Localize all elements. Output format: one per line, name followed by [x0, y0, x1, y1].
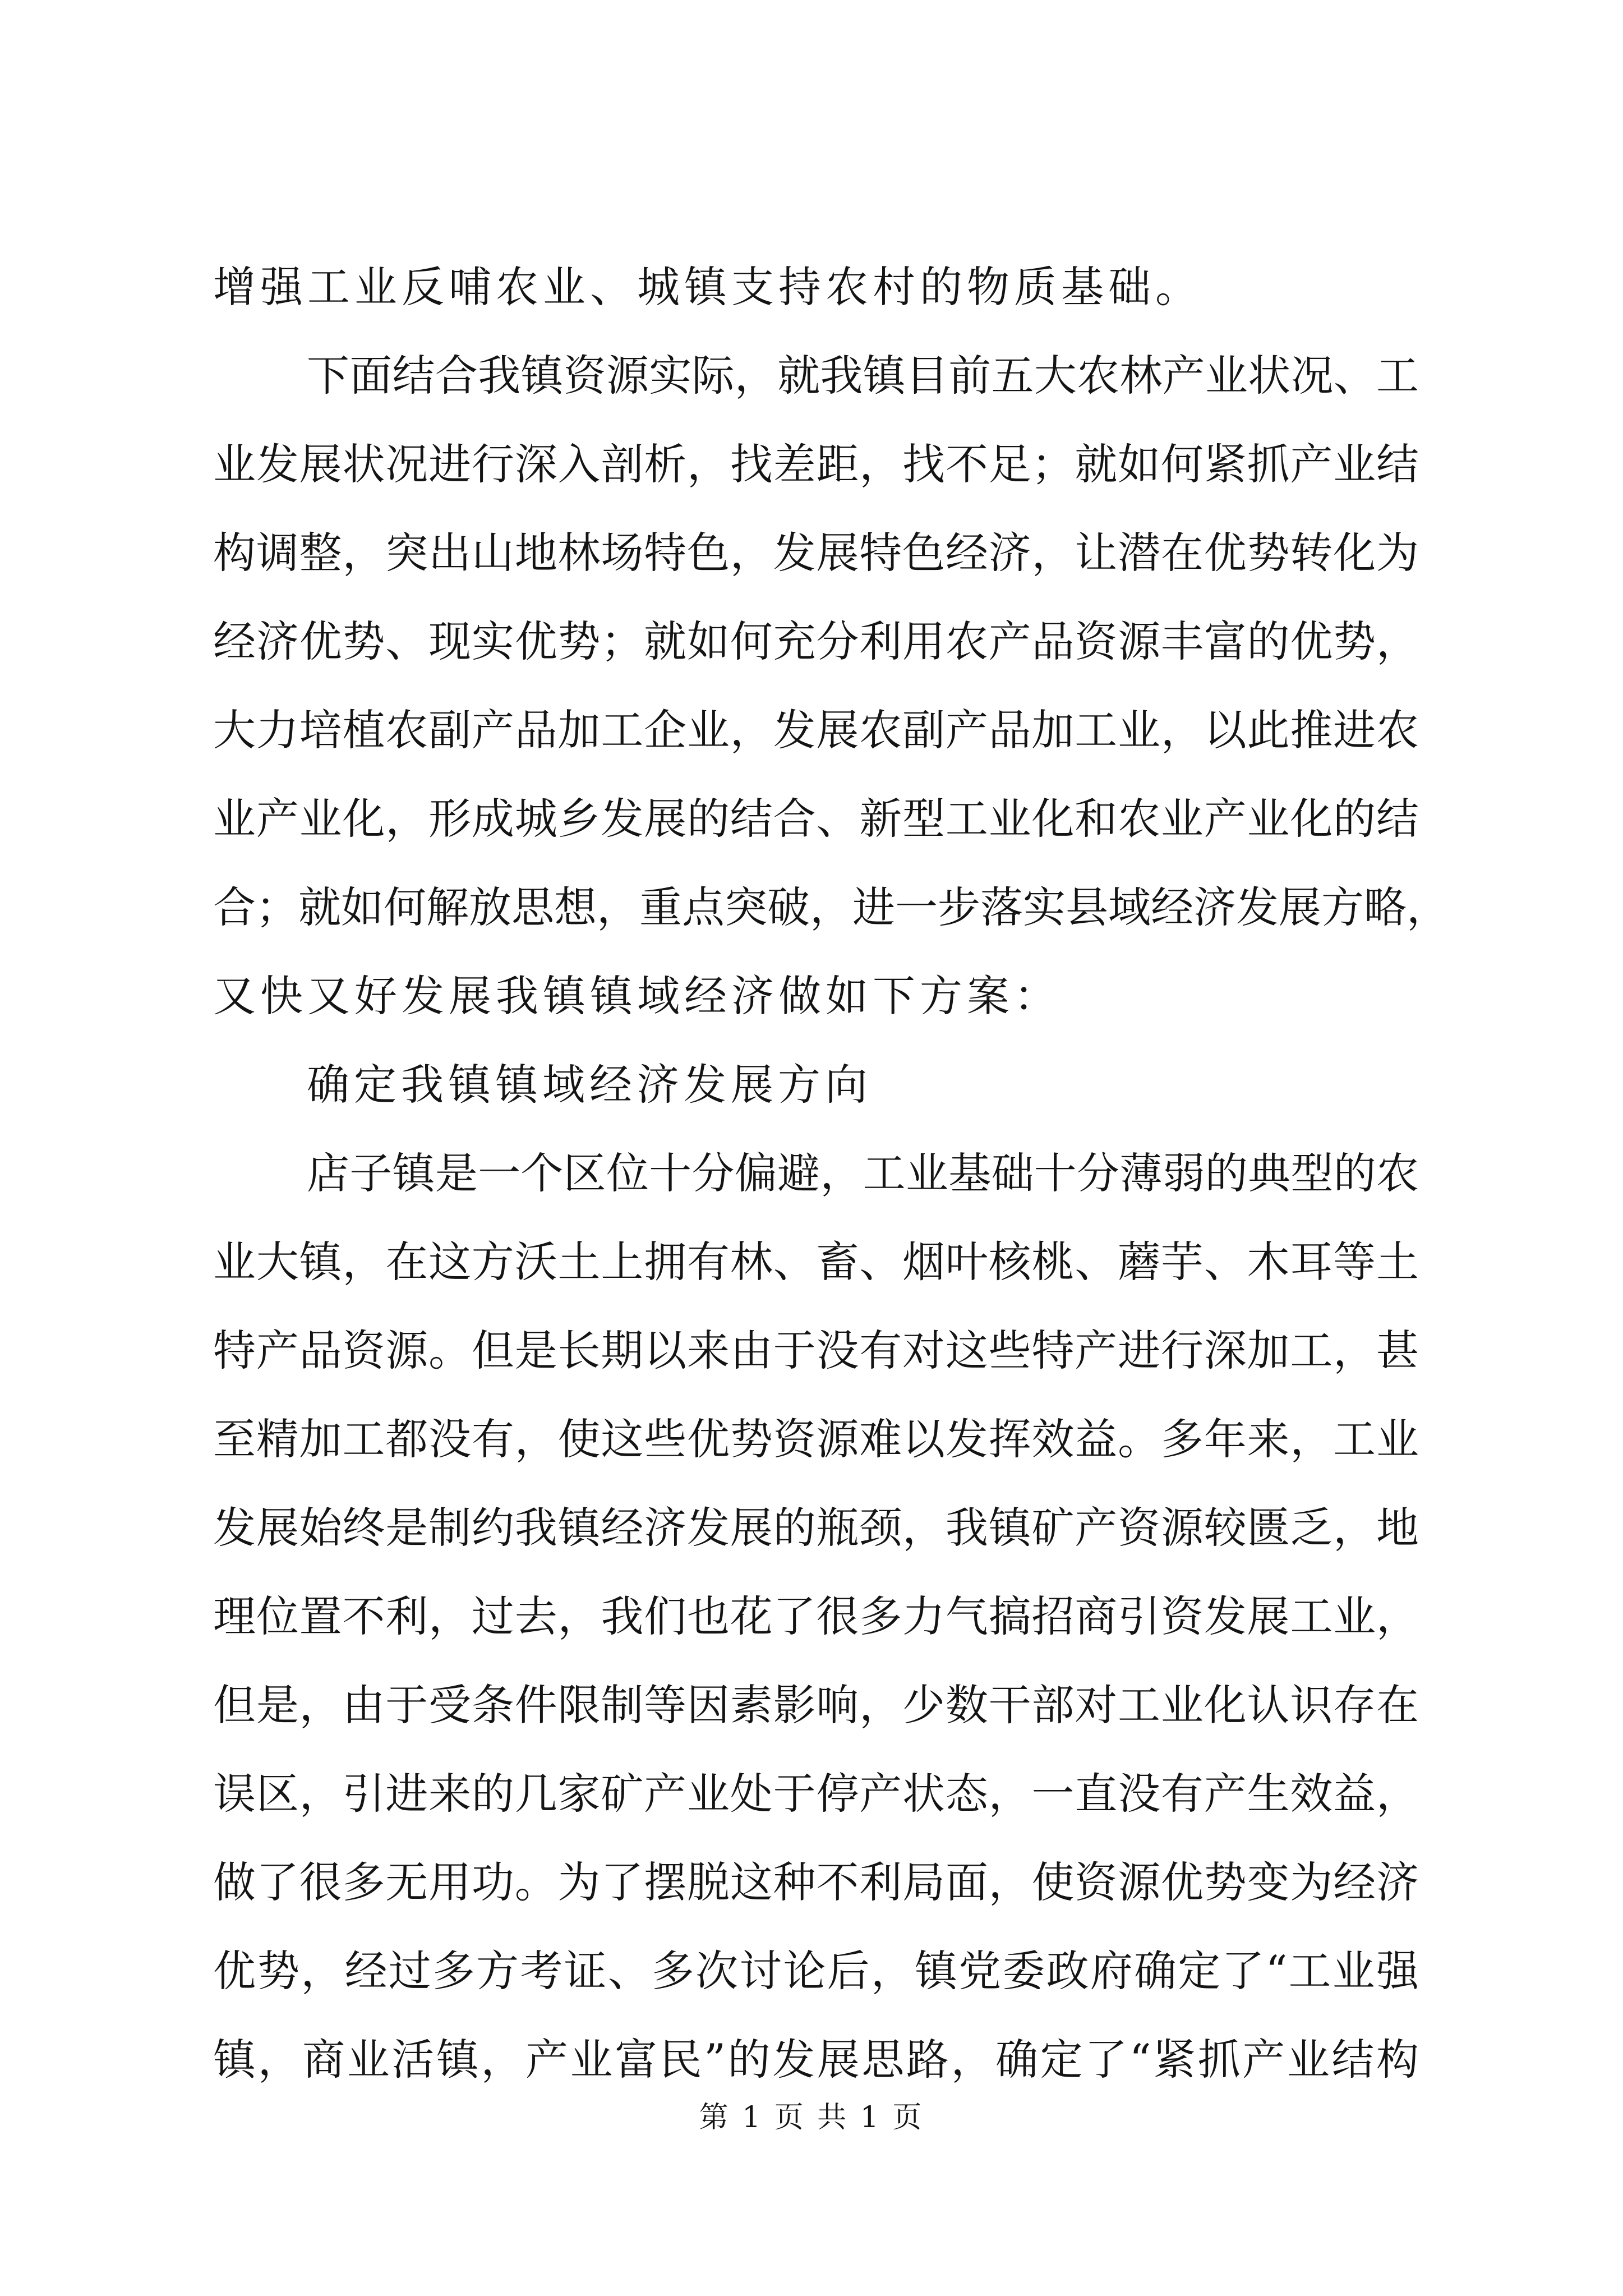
text-line: 镇，商业活镇，产业富民”的发展思路，确定了“紧抓产业结构 — [213, 2035, 1419, 2085]
text-line: 又快又好发展我镇镇域经济做如下方案： — [213, 971, 1061, 1021]
section-heading: 确定我镇镇域经济发展方向 — [307, 1060, 872, 1110]
text-line: 理位置不利，过去，我们也花了很多力气搞招商引资发展工业， — [213, 1591, 1419, 1641]
text-line: 发展始终是制约我镇经济发展的瓶颈，我镇矿产资源较匮乏，地 — [213, 1503, 1419, 1553]
text-line: 优势，经过多方考证、多次讨论后，镇党委政府确定了“工业强 — [213, 1946, 1419, 1996]
text-line: 但是，由于受条件限制等因素影响，少数干部对工业化认识存在 — [213, 1680, 1419, 1730]
text-line: 下面结合我镇资源实际，就我镇目前五大农林产业状况、工 — [307, 351, 1419, 401]
text-line: 合；就如何解放思想，重点突破，进一步落实县域经济发展方略， — [213, 882, 1449, 932]
text-line: 至精加工都没有，使这些优势资源难以发挥效益。多年来，工业 — [213, 1414, 1419, 1464]
text-line: 做了很多无用功。为了摆脱这种不利局面，使资源优势变为经济 — [213, 1857, 1419, 1907]
text-line: 大力培植农副产品加工企业，发展农副产品加工业，以此推进农 — [213, 705, 1419, 755]
text-line: 经济优势、现实优势；就如何充分利用农产品资源丰富的优势， — [213, 616, 1419, 666]
text-line: 业发展状况进行深入剖析，找差距，找不足；就如何紧抓产业结 — [213, 439, 1419, 489]
page-number: 第 1 页 共 1 页 — [699, 2101, 924, 2134]
text-line: 业产业化，形成城乡发展的结合、新型工业化和农业产业化的结 — [213, 794, 1419, 844]
text-line: 构调整，突出山地林场特色，发展特色经济，让潜在优势转化为 — [213, 528, 1419, 578]
text-line: 业大镇，在这方沃土上拥有林、畜、烟叶核桃、蘑芋、木耳等土 — [213, 1237, 1419, 1287]
text-line: 店子镇是一个区位十分偏避，工业基础十分薄弱的典型的农 — [307, 1148, 1419, 1198]
text-line: 特产品资源。但是长期以来由于没有对这些特产进行深加工，甚 — [213, 1326, 1419, 1375]
text-line: 增强工业反哺农业、城镇支持农村的物质基础。 — [213, 262, 1202, 312]
text-line: 误区，引进来的几家矿产业处于停产状态，一直没有产生效益， — [213, 1769, 1419, 1819]
